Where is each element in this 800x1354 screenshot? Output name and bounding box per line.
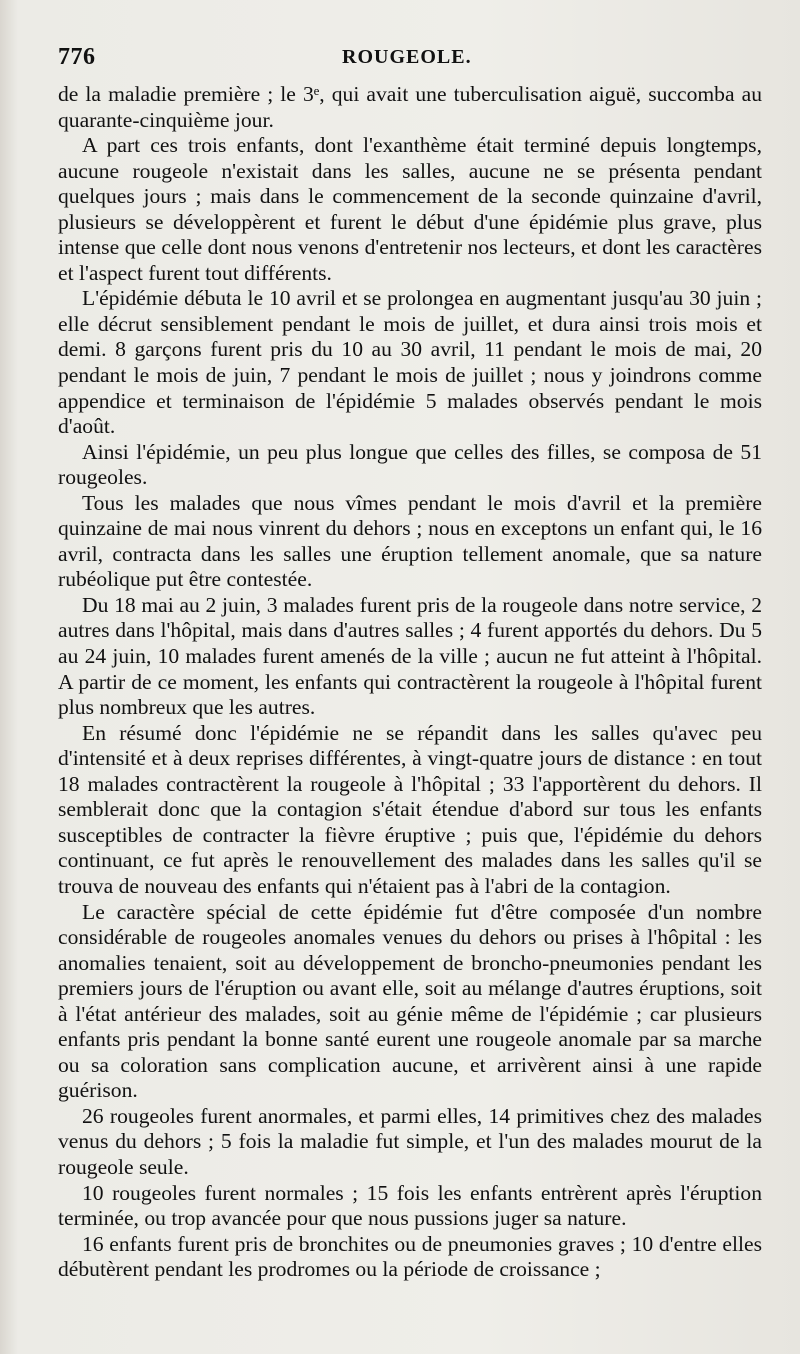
paragraph: de la maladie première ; le 3ᵉ, qui avait une tuberculisation aiguë, succomba au quarante-cinquième jour. <box>58 82 762 132</box>
paragraph: 16 enfants furent pris de bronchites ou de pneumonies graves ; 10 d'entre elles débutèrent pendant les prodromes ou la période de croissance ; <box>58 1231 762 1282</box>
paragraph: Ainsi l'épidémie, un peu plus longue que celles des filles, se composa de 51 rougeoles. <box>58 439 762 490</box>
paragraph: 10 rougeoles furent normales ; 15 fois les enfants entrèrent après l'éruption terminée, ou trop avancée pour que nous pussions juger sa nature. <box>58 1180 762 1231</box>
page-number: 776 <box>58 44 96 70</box>
paragraph: Tous les malades que nous vîmes pendant le mois d'avril et la première quinzaine de mai nous vinrent du dehors ; nous en exceptons un enfant qui, le 16 avril, contracta dans les salles une éruption tellement anomale, que sa nature rubéolique put être contestée. <box>58 490 762 592</box>
page-header <box>58 44 758 78</box>
running-title: ROUGEOLE. <box>342 46 472 68</box>
paragraph: L'épidémie débuta le 10 avril et se prolongea en augmentant jusqu'au 30 juin ; elle décrut sensiblement pendant le mois de juillet, et dura ainsi trois mois et demi. 8 garçons furent pris du 10 au 30 avril, 11 pendant le mois de mai, 20 pendant le mois de juin, 7 pendant le mois de juillet ; nous y joindrons comme appendice et terminaison de l'épidémie 5 malades observés pendant le mois d'août. <box>58 286 762 439</box>
paragraph: Du 18 mai au 2 juin, 3 malades furent pris de la rougeole dans notre service, 2 autres dans l'hôpital, mais dans d'autres salles ; 4 furent apportés du dehors. Du 5 au 24 juin, 10 malades furent amenés de la ville ; aucun ne fut atteint à l'hôpital. A partir de ce moment, les enfants qui contractèrent la rougeole à l'hôpital furent plus nombreux que les autres. <box>58 592 762 720</box>
body-text <box>58 82 762 1322</box>
paragraph: A part ces trois enfants, dont l'exanthème était terminé depuis longtemps, aucune rougeole n'existait dans les salles, aucune ne se présenta pendant quelques jours ; mais dans le commencement de la seconde quinzaine d'avril, plusieurs se développèrent et furent le début d'une épidémie plus grave, plus intense que celle dont nous venons d'entretenir nos lecteurs, et dont les caractères et l'aspect furent tout différents. <box>58 133 762 285</box>
paragraph: 26 rougeoles furent anormales, et parmi elles, 14 primitives chez des malades venus du dehors ; 5 fois la maladie fut simple, et l'un des malades mourut de la rougeole seule. <box>58 1103 762 1179</box>
paragraph: Le caractère spécial de cette épidémie fut d'être composée d'un nombre considérable de rougeoles anomales venues du dehors ou prises à l'hôpital : les anomalies tenaient, soit au développement de broncho-pneumonies pendant les premiers jours de l'éruption ou avant elle, soit au mélange d'autres éruptions, soit à l'état antérieur des malades, soit au génie même de l'épidémie ; car plusieurs enfants pris pendant la bonne santé eurent une rougeole anomale par sa marche ou sa coloration sans complication aucune, et arrivèrent ainsi à une rapide guérison. <box>58 899 762 1103</box>
paragraph: En résumé donc l'épidémie ne se répandit dans les salles qu'avec peu d'intensité et à deux reprises différentes, à vingt-quatre jours de distance : en tout 18 malades contractèrent la rougeole à l'hôpital ; 33 l'apportèrent du dehors. Il semblerait donc que la contagion s'était étendue d'abord sur tous les enfants susceptibles de contracter la fièvre éruptive ; puis que, l'épidémie du dehors continuant, ce fut après le renouvellement des malades dans les salles qu'il se trouva de nouveau des enfants qui n'étaient pas à l'abri de la contagion. <box>58 720 762 898</box>
